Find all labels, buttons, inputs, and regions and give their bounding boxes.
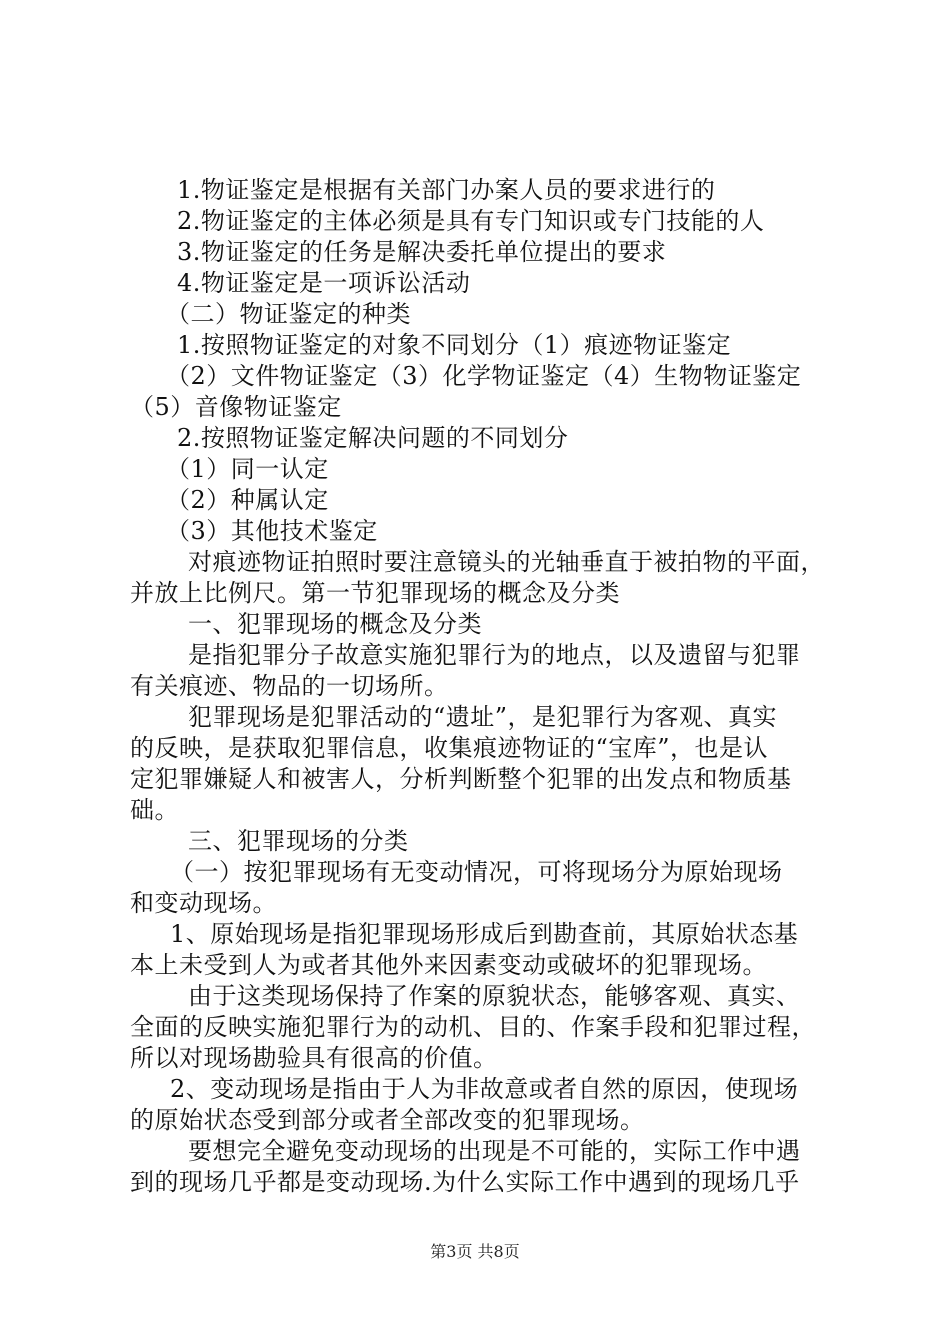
- page-number-label: 第3页 共8页: [430, 1242, 520, 1261]
- text-line: 并放上比例尺。第一节犯罪现场的概念及分类: [130, 579, 620, 607]
- text-line: 1、原始现场是指犯罪现场形成后到勘查前，其原始状态基: [170, 920, 799, 948]
- text-line: 和变动现场。: [130, 889, 277, 917]
- text-line: 的原始状态受到部分或者全部改变的犯罪现场。: [130, 1106, 645, 1134]
- text-line: 有关痕迹、物品的一切场所。: [130, 672, 449, 700]
- text-line: （2）文件物证鉴定（3）化学物证鉴定（4）生物物证鉴定: [166, 362, 802, 390]
- section-heading: 一、犯罪现场的概念及分类: [188, 610, 482, 638]
- text-line: 到的现场几乎都是变动现场.为什么实际工作中遇到的现场几乎: [130, 1168, 800, 1196]
- text-line: （2）种属认定: [166, 486, 329, 514]
- text-line: 1.物证鉴定是根据有关部门办案人员的要求进行的: [177, 176, 716, 204]
- text-line: 3.物证鉴定的任务是解决委托单位提出的要求: [177, 238, 667, 266]
- section-heading: （二）物证鉴定的种类: [166, 300, 411, 328]
- text-line: 础。: [130, 796, 179, 824]
- text-line: 定犯罪嫌疑人和被害人，分析判断整个犯罪的出发点和物质基: [130, 765, 792, 793]
- text-line: 2、变动现场是指由于人为非故意或者自然的原因，使现场: [170, 1075, 799, 1103]
- text-line: 本上未受到人为或者其他外来因素变动或破坏的犯罪现场。: [130, 951, 767, 979]
- text-line: 是指犯罪分子故意实施犯罪行为的地点，以及遗留与犯罪: [188, 641, 801, 669]
- text-line: （3）其他技术鉴定: [166, 517, 378, 545]
- text-line: （一）按犯罪现场有无变动情况，可将现场分为原始现场: [170, 858, 783, 886]
- text-line: 的反映，是获取犯罪信息，收集痕迹物证的“宝库”，也是认: [130, 734, 769, 762]
- text-line: 对痕迹物证拍照时要注意镜头的光轴垂直于被拍物的平面，: [188, 548, 825, 576]
- text-line: 犯罪现场是犯罪活动的“遗址”，是犯罪行为客观、真实: [188, 703, 778, 731]
- text-line: 所以对现场勘验具有很高的价值。: [130, 1044, 498, 1072]
- text-line: 1.按照物证鉴定的对象不同划分（1）痕迹物证鉴定: [177, 331, 732, 359]
- text-line: 4.物证鉴定是一项诉讼活动: [177, 269, 471, 297]
- section-heading: 三、犯罪现场的分类: [188, 827, 409, 855]
- text-line: 2.按照物证鉴定解决问题的不同划分: [177, 424, 569, 452]
- document-body: [130, 175, 835, 1198]
- text-line: 全面的反映实施犯罪行为的动机、目的、作案手段和犯罪过程，: [130, 1013, 816, 1041]
- text-line: 由于这类现场保持了作案的原貌状态，能够客观、真实、: [188, 982, 801, 1010]
- text-line: （1）同一认定: [166, 455, 329, 483]
- page-footer: [0, 1242, 950, 1262]
- text-line: （5）音像物证鉴定: [130, 393, 342, 421]
- text-line: 2.物证鉴定的主体必须是具有专门知识或专门技能的人: [177, 207, 765, 235]
- text-line: 要想完全避免变动现场的出现是不可能的，实际工作中遇: [188, 1137, 801, 1165]
